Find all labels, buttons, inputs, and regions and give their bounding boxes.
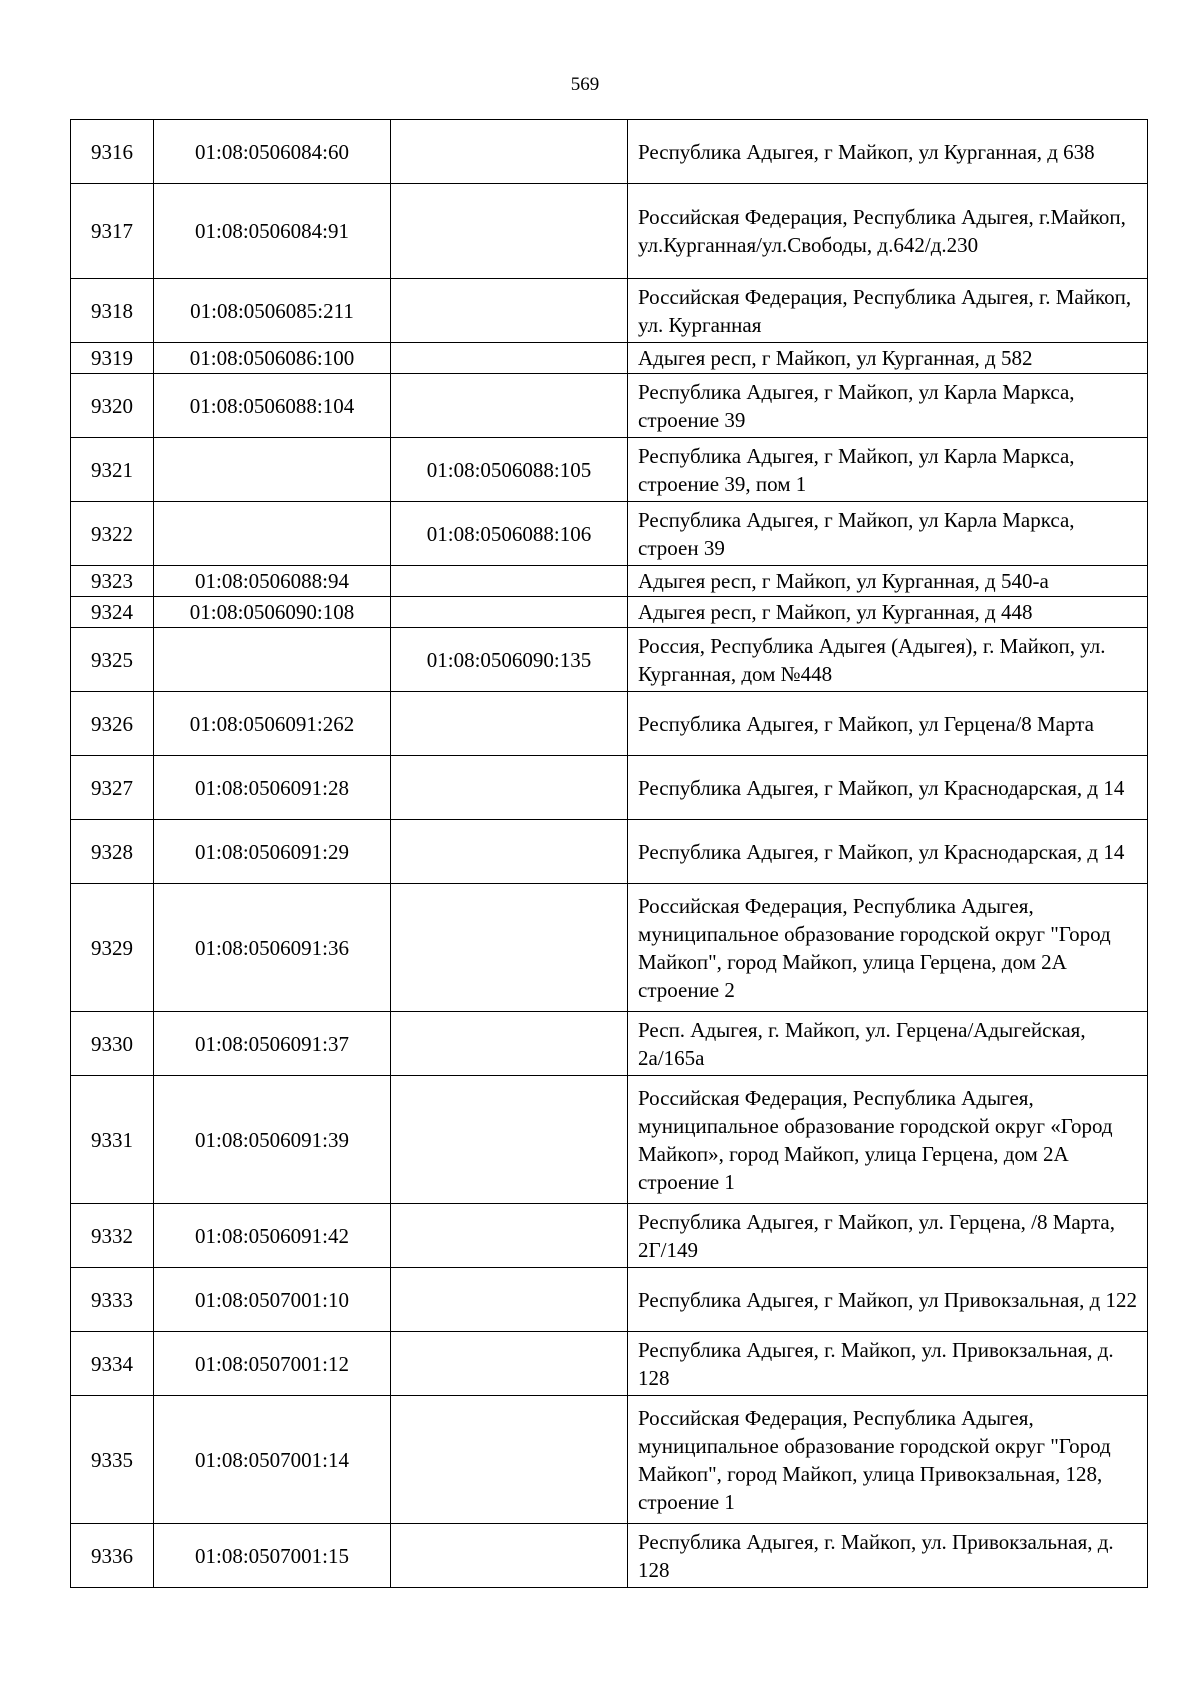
address-cell: Республика Адыгея, г Майкоп, ул Карла Маркса, строен 39 [628,502,1148,566]
row-number-cell: 9320 [71,374,154,438]
cadastral-number-secondary-cell [391,597,628,628]
cadastral-number-secondary-cell [391,343,628,374]
address-cell: Российская Федерация, Республика Адыгея, муниципальное образование городской округ «Город Майкоп», город Майкоп, улица Герцена, дом 2А строение 1 [628,1076,1148,1204]
cadastral-number-cell: 01:08:0506091:29 [154,820,391,884]
row-number-cell: 9322 [71,502,154,566]
cadastral-number-cell: 01:08:0506091:39 [154,1076,391,1204]
table-row [71,1524,1148,1588]
address-cell: Республика Адыгея, г Майкоп, ул Карла Маркса, строение 39 [628,374,1148,438]
address-cell: Республика Адыгея, г Майкоп, ул Карла Маркса, строение 39, пом 1 [628,438,1148,502]
row-number-cell: 9329 [71,884,154,1012]
cadastral-number-cell: 01:08:0507001:12 [154,1332,391,1396]
table-row [71,120,1148,184]
cadastral-number-secondary-cell: 01:08:0506088:106 [391,502,628,566]
cadastral-number-secondary-cell: 01:08:0506088:105 [391,438,628,502]
row-number-cell: 9316 [71,120,154,184]
address-cell: Республика Адыгея, г. Майкоп, ул. Привокзальная, д. 128 [628,1332,1148,1396]
cadastral-number-cell: 01:08:0507001:10 [154,1268,391,1332]
cadastral-number-secondary-cell [391,820,628,884]
address-cell: Республика Адыгея, г Майкоп, ул Краснодарская, д 14 [628,756,1148,820]
address-cell: Республика Адыгея, г Майкоп, ул Герцена/8 Марта [628,692,1148,756]
row-number-cell: 9324 [71,597,154,628]
address-cell: Республика Адыгея, г Майкоп, ул. Герцена, /8 Марта, 2Г/149 [628,1204,1148,1268]
cadastral-number-cell: 01:08:0506088:104 [154,374,391,438]
cadastral-number-secondary-cell [391,279,628,343]
table-row [71,184,1148,279]
row-number-cell: 9336 [71,1524,154,1588]
table-row [71,374,1148,438]
registry-table-body [71,120,1148,1588]
cadastral-number-secondary-cell [391,1012,628,1076]
address-cell: Республика Адыгея, г Майкоп, ул Краснодарская, д 14 [628,820,1148,884]
cadastral-number-cell: 01:08:0506091:36 [154,884,391,1012]
table-row [71,502,1148,566]
address-cell: Респ. Адыгея, г. Майкоп, ул. Герцена/Адыгейская, 2а/165а [628,1012,1148,1076]
address-cell: Республика Адыгея, г Майкоп, ул Привокзальная, д 122 [628,1268,1148,1332]
cadastral-number-cell: 01:08:0506091:262 [154,692,391,756]
address-cell: Адыгея респ, г Майкоп, ул Курганная, д 448 [628,597,1148,628]
cadastral-number-secondary-cell [391,120,628,184]
row-number-cell: 9330 [71,1012,154,1076]
row-number-cell: 9317 [71,184,154,279]
table-row [71,692,1148,756]
cadastral-number-secondary-cell [391,692,628,756]
cadastral-number-secondary-cell [391,1524,628,1588]
cadastral-number-secondary-cell [391,1332,628,1396]
row-number-cell: 9332 [71,1204,154,1268]
cadastral-number-cell: 01:08:0506090:108 [154,597,391,628]
address-cell: Республика Адыгея, г Майкоп, ул Курганная, д 638 [628,120,1148,184]
address-cell: Российская Федерация, Республика Адыгея, г. Майкоп, ул. Курганная [628,279,1148,343]
cadastral-number-cell: 01:08:0506091:28 [154,756,391,820]
row-number-cell: 9328 [71,820,154,884]
table-row [71,1332,1148,1396]
address-cell: Россия, Республика Адыгея (Адыгея), г. Майкоп, ул. Курганная, дом №448 [628,628,1148,692]
cadastral-number-secondary-cell [391,566,628,597]
row-number-cell: 9335 [71,1396,154,1524]
address-cell: Российская Федерация, Республика Адыгея, г.Майкоп, ул.Курганная/ул.Свободы, д.642/д.230 [628,184,1148,279]
table-row [71,628,1148,692]
cadastral-number-secondary-cell [391,1076,628,1204]
cadastral-number-cell: 01:08:0506084:60 [154,120,391,184]
address-cell: Российская Федерация, Республика Адыгея, муниципальное образование городской округ "Город Майкоп", город Майкоп, улица Герцена, дом 2А строение 2 [628,884,1148,1012]
cadastral-number-cell [154,438,391,502]
cadastral-number-cell [154,502,391,566]
table-row [71,1396,1148,1524]
cadastral-number-secondary-cell [391,756,628,820]
row-number-cell: 9333 [71,1268,154,1332]
table-row [71,1012,1148,1076]
table-row [71,343,1148,374]
table-row [71,820,1148,884]
registry-table [70,119,1148,1588]
cadastral-number-secondary-cell: 01:08:0506090:135 [391,628,628,692]
address-cell: Адыгея респ, г Майкоп, ул Курганная, д 582 [628,343,1148,374]
row-number-cell: 9318 [71,279,154,343]
cadastral-number-cell: 01:08:0506084:91 [154,184,391,279]
table-row [71,1268,1148,1332]
row-number-cell: 9334 [71,1332,154,1396]
cadastral-number-secondary-cell [391,1268,628,1332]
cadastral-number-cell: 01:08:0507001:15 [154,1524,391,1588]
table-row [71,438,1148,502]
cadastral-number-cell: 01:08:0506085:211 [154,279,391,343]
cadastral-number-secondary-cell [391,184,628,279]
row-number-cell: 9326 [71,692,154,756]
row-number-cell: 9319 [71,343,154,374]
cadastral-number-cell: 01:08:0506088:94 [154,566,391,597]
row-number-cell: 9321 [71,438,154,502]
cadastral-number-cell: 01:08:0506086:100 [154,343,391,374]
row-number-cell: 9323 [71,566,154,597]
cadastral-number-secondary-cell [391,884,628,1012]
address-cell: Республика Адыгея, г. Майкоп, ул. Привокзальная, д. 128 [628,1524,1148,1588]
table-row [71,756,1148,820]
address-cell: Адыгея респ, г Майкоп, ул Курганная, д 540-а [628,566,1148,597]
table-row [71,1204,1148,1268]
table-row [71,1076,1148,1204]
cadastral-number-cell: 01:08:0506091:42 [154,1204,391,1268]
cadastral-number-cell [154,628,391,692]
page-number: 569 [570,74,600,95]
table-row [71,597,1148,628]
table-row [71,566,1148,597]
table-row [71,884,1148,1012]
cadastral-number-secondary-cell [391,374,628,438]
address-cell: Российская Федерация, Республика Адыгея, муниципальное образование городской округ "Город Майкоп", город Майкоп, улица Привокзальная, 128, строение 1 [628,1396,1148,1524]
cadastral-number-secondary-cell [391,1396,628,1524]
row-number-cell: 9327 [71,756,154,820]
cadastral-number-secondary-cell [391,1204,628,1268]
row-number-cell: 9331 [71,1076,154,1204]
table-row [71,279,1148,343]
row-number-cell: 9325 [71,628,154,692]
cadastral-number-cell: 01:08:0506091:37 [154,1012,391,1076]
cadastral-number-cell: 01:08:0507001:14 [154,1396,391,1524]
